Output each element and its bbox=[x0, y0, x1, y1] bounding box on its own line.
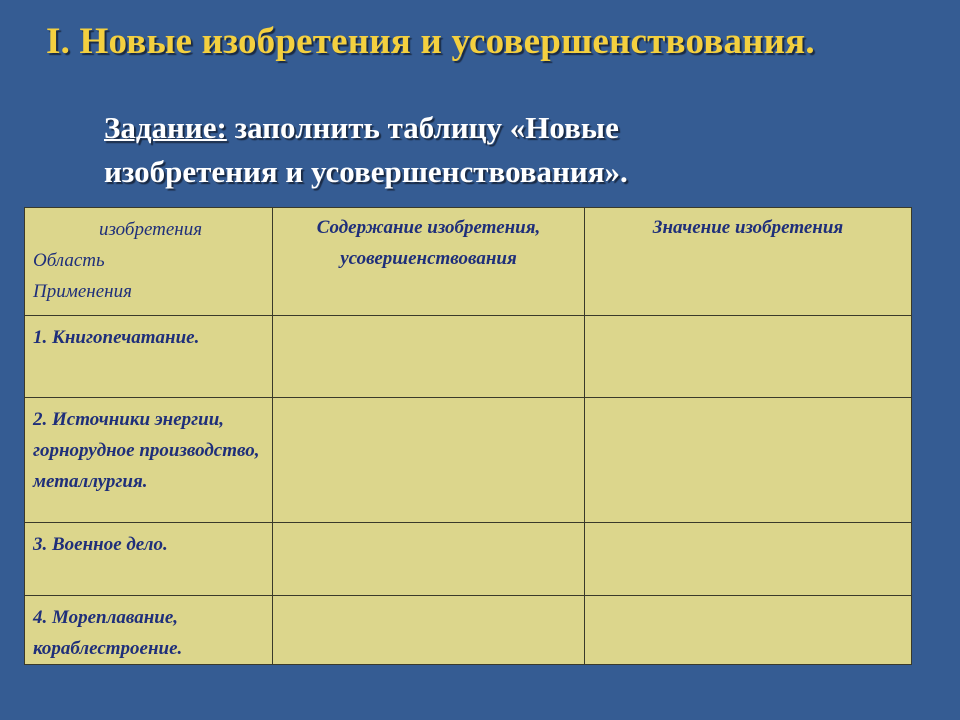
table-header-row bbox=[25, 208, 912, 316]
significance-cell-text bbox=[585, 398, 911, 404]
row-label-cell bbox=[25, 398, 273, 523]
header-cell-area bbox=[25, 208, 273, 316]
row-label: 4. Мореплавание, кораблестроение. bbox=[33, 607, 183, 659]
row-label: 2. Источники энергии, горнорудное производство, металлургия. bbox=[33, 409, 260, 492]
row-label-cell bbox=[25, 596, 273, 665]
header-area-line-3: Применения bbox=[33, 281, 132, 302]
task-line-2: изобретения и усовершенствования». bbox=[104, 154, 628, 189]
significance-cell[interactable] bbox=[585, 596, 912, 665]
content-cell-text bbox=[273, 596, 584, 602]
content-cell[interactable] bbox=[273, 316, 585, 398]
content-cell[interactable] bbox=[273, 523, 585, 596]
task-label: Задание: bbox=[104, 110, 227, 145]
significance-cell-text bbox=[585, 316, 911, 322]
content-cell-text bbox=[273, 523, 584, 529]
header-area-line-1: изобретения bbox=[99, 219, 203, 240]
table-row bbox=[25, 523, 912, 596]
row-label: 1. Книгопечатание. bbox=[33, 327, 200, 348]
inventions-table bbox=[24, 207, 912, 665]
significance-cell-text bbox=[585, 523, 911, 529]
content-cell-text bbox=[273, 316, 584, 322]
row-label-cell bbox=[25, 316, 273, 398]
significance-cell[interactable] bbox=[585, 316, 912, 398]
significance-cell-text bbox=[585, 596, 911, 602]
header-area-line-2: Область bbox=[33, 250, 105, 271]
task-line-1-rest: заполнить таблицу «Новые bbox=[226, 110, 619, 145]
content-cell-text bbox=[273, 398, 584, 404]
row-label-cell bbox=[25, 523, 273, 596]
header-content-label: Содержание изобретения, усовершенствования bbox=[316, 217, 541, 269]
table-row bbox=[25, 316, 912, 398]
significance-cell[interactable] bbox=[585, 398, 912, 523]
table-row bbox=[25, 398, 912, 523]
header-significance-label: Значение изобретения bbox=[652, 217, 844, 238]
task-line-1 bbox=[104, 106, 864, 150]
content-cell[interactable] bbox=[273, 596, 585, 665]
header-cell-content bbox=[273, 208, 585, 316]
table-row bbox=[25, 596, 912, 665]
slide-title: I. Новые изобретения и усовершенствования. bbox=[46, 21, 815, 62]
significance-cell[interactable] bbox=[585, 523, 912, 596]
header-cell-significance bbox=[585, 208, 912, 316]
task-text bbox=[104, 106, 864, 194]
row-label: 3. Военное дело. bbox=[33, 534, 168, 555]
content-cell[interactable] bbox=[273, 398, 585, 523]
